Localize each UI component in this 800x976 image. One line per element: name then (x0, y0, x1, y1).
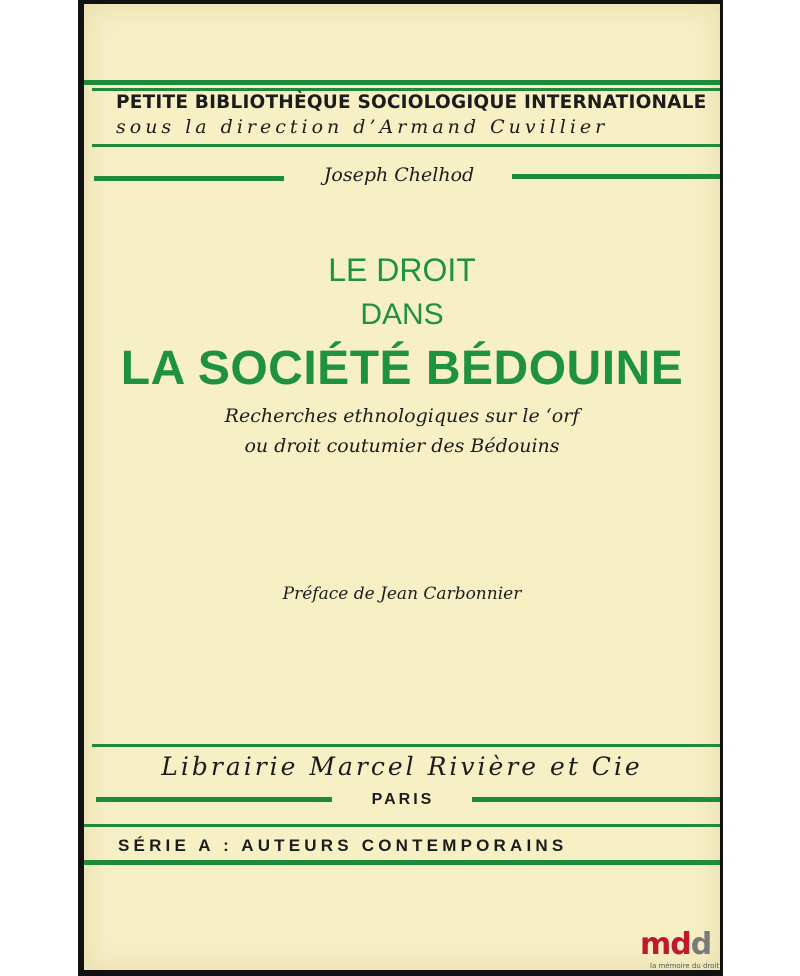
author-rule-right (512, 174, 720, 179)
city-rule-left (96, 797, 332, 802)
title-line-1: LE DROIT (328, 252, 476, 288)
series-label: SÉRIE A : AUTEURS CONTEMPORAINS (118, 836, 568, 855)
preface: Préface de Jean Carbonnier (282, 584, 522, 604)
series-title: PETITE BIBLIOTHÈQUE SOCIOLOGIQUE INTERNATIONALE (116, 92, 707, 113)
subtitle-line-2: ou droit coutumier des Bédouins (244, 435, 560, 457)
publisher: Librairie Marcel Rivière et Cie (161, 752, 643, 781)
title-line-3: LA SOCIÉTÉ BÉDOUINE (120, 342, 684, 395)
series-bottom-rule (92, 144, 720, 147)
publisher-top-rule (92, 744, 720, 747)
city: PARIS (371, 791, 435, 808)
series-direction: sous la direction d’Armand Cuvillier (116, 116, 609, 138)
series-label-top-rule (84, 824, 720, 827)
book-cover (84, 4, 720, 970)
top-rule (84, 80, 720, 85)
watermark-tagline: la mémoire du droit (650, 962, 720, 970)
city-rule-right (472, 797, 720, 802)
author: Joseph Chelhod (323, 164, 475, 186)
series-label-bottom-rule (84, 860, 720, 865)
title-line-2: DANS (360, 298, 444, 331)
subtitle-line-1: Recherches ethnologiques sur le ‘orf (224, 405, 580, 427)
publisher-watermark-logo: mdd (640, 927, 712, 962)
author-rule-left (94, 176, 284, 181)
top-rule-inner (92, 88, 720, 91)
